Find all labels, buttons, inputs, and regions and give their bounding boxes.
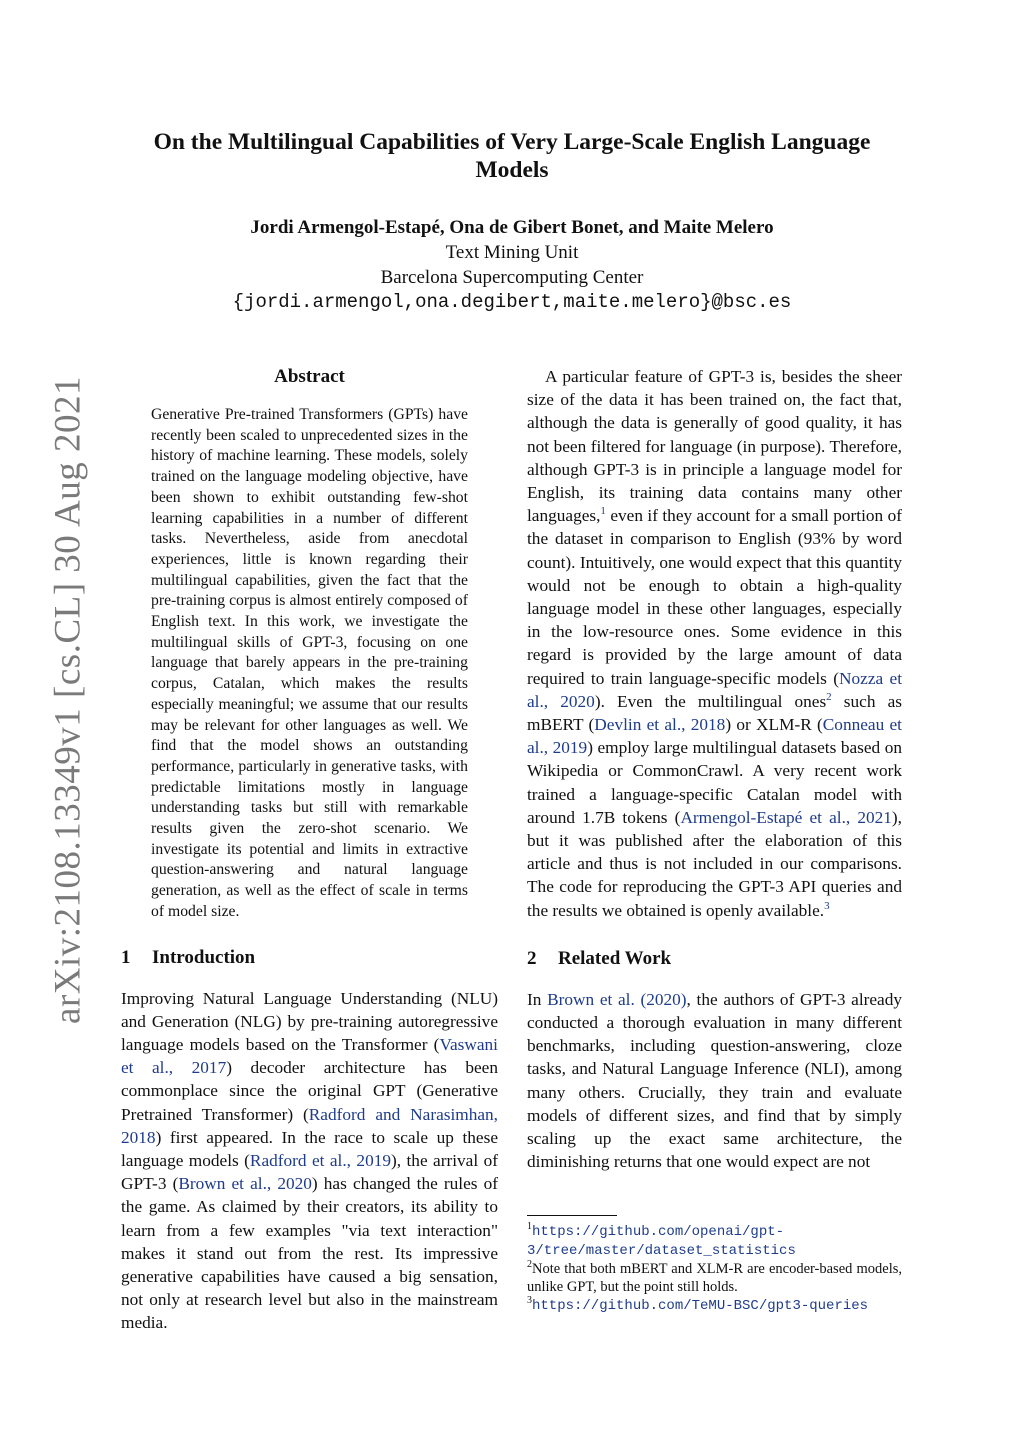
related-work-paragraph	[527, 988, 902, 1174]
text-run: even if they account for a small portion of the dataset in comparison to English (93% by word count). Intuitively, one would expect that this quantity would not be enough to obtain a high-quality language model in these other languages, especially in the low-resource ones. Some evidence in this regard is provided by the large amount of data required to train language-specific models (	[527, 506, 902, 688]
citation-link[interactable]: Vaswani et al., 2017	[121, 1034, 498, 1078]
footnote-divider	[527, 1215, 617, 1216]
footnote-text: Note that both mBERT and XLM-R are encoder-based models, unlike GPT, but the point still holds.	[527, 1261, 902, 1295]
citation-link[interactable]: Radford and Narasimhan, 2018	[121, 1104, 498, 1147]
footnote-1	[527, 1222, 902, 1260]
text-run: ) has changed the rules of the game. As claimed by their creators, its ability to learn from a few examples "via text interaction" makes it stand out from the rest. Its impressive generative capabilities have caused a big sensation, not only at research level but also in the mainstream media.	[121, 1174, 498, 1333]
author-names: Jordi Armengol-Estapé, Ona de Gibert Bonet, and Maite Melero	[250, 217, 774, 238]
citation-link[interactable]: Brown et al. (2020)	[547, 989, 687, 1009]
affiliation-center: Barcelona Supercomputing Center	[380, 267, 644, 288]
text-run: such as mBERT (	[527, 691, 902, 735]
text-run: In	[527, 989, 548, 1009]
text-run: ), the arrival of GPT-3 (	[121, 1151, 498, 1194]
footnote-url-link[interactable]: https://github.com/TeMU-BSC/gpt3-queries	[532, 1298, 869, 1314]
text-run: ). Even the multilingual ones	[594, 691, 827, 711]
footnote-ref[interactable]: 1	[600, 505, 606, 518]
paper-title: On the Multilingual Capabilities of Very Large-Scale English Language Models	[153, 129, 871, 183]
citation-link[interactable]: Armengol-Estapé et al., 2021	[680, 807, 892, 827]
footnote-url-link[interactable]: https://github.com/openai/gpt-3/tree/master/dataset_statistics	[527, 1224, 796, 1259]
footnote-2	[527, 1260, 902, 1296]
citation-link[interactable]: Nozza et al., 2020	[527, 668, 902, 711]
author-block	[120, 215, 904, 315]
arxiv-identifier-stamp: arXiv:2108.13349v1 [cs.CL] 30 Aug 2021	[47, 376, 89, 1024]
left-column	[121, 364, 498, 1335]
text-run: , the authors of GPT-3 already conducted a thorough evaluation in many different benchmarks, including question-answering, cloze tasks, and Natural Language Inference (NLI), among many others. Crucially, they train and evaluate models of different sizes, and find that by simply scaling up the exact same architecture, the diminishing returns that one would expect are not	[527, 989, 903, 1172]
related-work-heading	[527, 946, 902, 972]
abstract-heading: Abstract	[274, 366, 345, 387]
section-number: 2	[527, 947, 537, 969]
section-title: Related Work	[558, 947, 672, 969]
text-run: A particular feature of GPT-3 is, besides the sheer size of the data it has been trained on, the fact that, although the data is generally of good quality, it has not been filtered for language (in purpose). Therefore, although GPT-3 is in principle a language model for English, its training data contains many other languages,	[527, 367, 902, 526]
footnote-ref[interactable]: 2	[826, 691, 832, 704]
section-title: Introduction	[152, 946, 256, 968]
text-run: ), but it was published after the elaboration of this article and thus is not included in our comparisons. The code for reproducing the GPT-3 API queries and the results we obtained is openly available.	[527, 807, 902, 920]
text-run: ) first appeared. In the race to scale up these language models (	[121, 1127, 498, 1170]
footnotes	[527, 1222, 902, 1315]
introduction-paragraph	[121, 987, 498, 1335]
text-run: ) decoder architecture has been commonplace since the original GPT (Generative Pretrained Transformer) (	[121, 1058, 498, 1124]
text-run: Improving Natural Language Understanding (NLU) and Generation (NLG) by pre-training autoregressive language models based on the Transformer (	[121, 988, 498, 1054]
text-run: ) employ large multilingual datasets based on Wikipedia or CommonCrawl. A very recent work trained a language-specific Catalan model with around 1.7B tokens (	[527, 738, 902, 827]
footnote-mark: 3	[527, 1295, 532, 1307]
author-emails: {jordi.armengol,ona.degibert,maite.melero}@bsc.es	[232, 291, 792, 313]
gpt3-feature-paragraph	[527, 365, 902, 922]
footnote-mark: 1	[527, 1221, 532, 1233]
section-number: 1	[121, 946, 131, 968]
footnote-3	[527, 1296, 902, 1315]
abstract-text: Generative Pre-trained Transformers (GPTs) have recently been scaled to unprecedented sizes in the history of machine learning. These models, solely trained on the language modeling objective, have been shown to exhibit outstanding few-shot learning capabilities in a number of different tasks. Nevertheless, aside from anecdotal experiences, little is known regarding their multilingual capabilities, given the fact that the pre-training corpus is almost entirely composed of English text. In this work, we investigate the multilingual skills of GPT-3, focusing on one language that barely appears in the pre-training corpus, Catalan, which makes the results especially meaningful; we assume that our results may be relevant for other languages as well. We find that the model shows an outstanding performance, particularly in generative tasks, with predictable limitations mostly in language understanding tasks but still with remarkable results given the zero-shot scenario. We investigate its potential and limits in extractive question-answering and natural language generation, as well as the effect of scale in terms of model size.	[151, 406, 468, 920]
citation-link[interactable]: Radford et al., 2019	[249, 1151, 391, 1170]
citation-link[interactable]: Conneau et al., 2019	[527, 715, 902, 758]
footnote-ref[interactable]: 3	[824, 899, 830, 912]
citation-link[interactable]: Brown et al., 2020	[178, 1174, 312, 1194]
affiliation-unit: Text Mining Unit	[445, 242, 579, 263]
right-column	[527, 365, 902, 1174]
citation-link[interactable]: Devlin et al., 2018	[594, 715, 726, 735]
introduction-heading	[121, 945, 498, 971]
footnote-mark: 2	[527, 1259, 532, 1271]
text-run: ) or XLM-R (	[725, 715, 823, 735]
